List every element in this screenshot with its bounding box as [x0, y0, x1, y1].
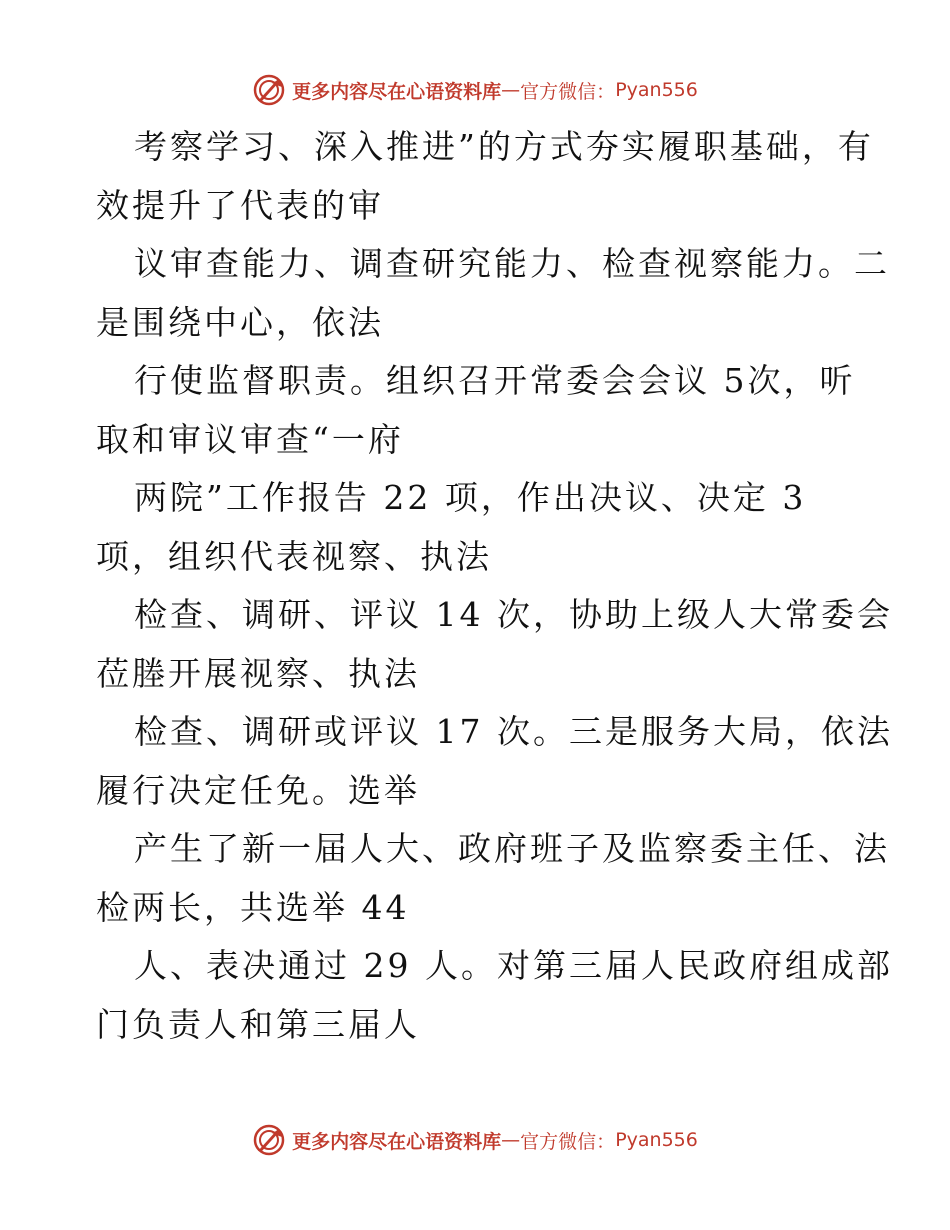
watermark-text: 更多内容尽在心语资料库	[292, 1130, 502, 1153]
watermark-wechat-id: Pyan556	[615, 79, 698, 101]
text-line: 门负责人和第三届人	[96, 1004, 420, 1044]
text-line: 是围绕中心，依法	[96, 302, 384, 342]
text-line: 议审查能力、调查研究能力、检查视察能力。二	[134, 244, 890, 283]
text-line: 人、表决通过 29 人。对第三届人民政府组成部	[134, 946, 893, 985]
text-line: 检两长，共选举 44	[96, 887, 410, 927]
text-line: 项，组织代表视察、执法	[96, 536, 492, 576]
text-line: 考察学习、深入推进”的方式夯实履职基础，有	[134, 127, 874, 166]
watermark-wechat-label: 官方微信：	[520, 1130, 616, 1153]
watermark-wechat-label: 官方微信：	[520, 80, 616, 103]
text-line: 取和审议审查“一府	[96, 419, 404, 459]
text-line: 产生了新一届人大、政府班子及监察委主任、法	[134, 829, 890, 868]
footer-watermark	[0, 1120, 950, 1160]
feather-logo-icon	[252, 73, 286, 107]
feather-logo-icon	[252, 1123, 286, 1157]
text-line: 检查、调研、评议 14 次，协助上级人大常委会	[134, 595, 893, 634]
watermark-wechat-id: Pyan556	[615, 1129, 698, 1151]
text-line: 检查、调研或评议 17 次。三是服务大局，依法	[134, 712, 893, 751]
header-watermark	[0, 70, 950, 110]
watermark-dash: —	[501, 79, 521, 101]
text-line: 莅塍开展视察、执法	[96, 653, 420, 693]
body-text	[96, 118, 893, 1054]
text-line: 两院”工作报告 22 项，作出决议、决定 3	[134, 478, 807, 517]
text-line: 行使监督职责。组织召开常委会会议 5次，听	[134, 361, 856, 400]
watermark-dash: —	[501, 1129, 521, 1151]
text-line: 履行决定任免。选举	[96, 770, 420, 810]
text-line: 效提升了代表的审	[96, 185, 384, 225]
watermark-text: 更多内容尽在心语资料库	[292, 80, 502, 103]
